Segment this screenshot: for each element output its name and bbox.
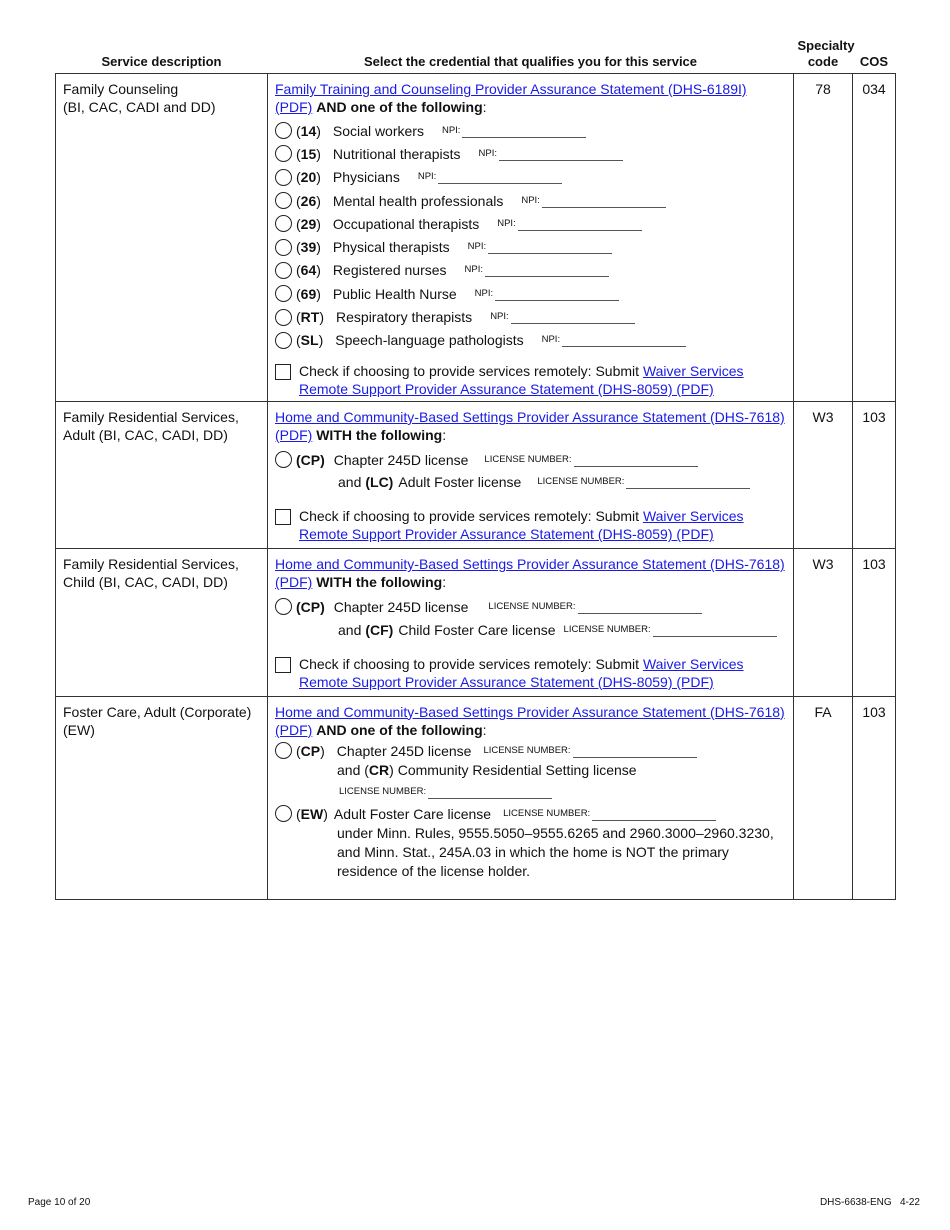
license-number-input[interactable]	[573, 744, 697, 758]
npi-input[interactable]	[438, 170, 562, 184]
colon: :	[482, 721, 487, 738]
table-row	[56, 74, 896, 402]
npi-input[interactable]	[462, 124, 586, 138]
option-label: Mental health professionals	[332, 192, 504, 209]
remote-checkbox[interactable]	[275, 509, 291, 525]
license-number-input[interactable]	[592, 807, 716, 821]
remote-option	[275, 507, 786, 543]
colon: :	[442, 574, 447, 591]
paren-close: )	[316, 169, 321, 186]
radio-button[interactable]	[275, 332, 292, 349]
paren-open: (	[296, 169, 301, 186]
and-text: and	[338, 621, 362, 638]
service-programs: (BI, CAC, CADI and DD)	[63, 99, 216, 115]
option-cr-line	[275, 761, 786, 780]
option-item	[275, 189, 786, 212]
npi-input[interactable]	[495, 287, 619, 301]
option-label: Physical therapists	[332, 239, 450, 256]
option-label: Chapter 245D license	[336, 742, 472, 759]
option-label: Occupational therapists	[332, 215, 480, 232]
field-label: NPI:	[521, 194, 540, 206]
table-header-row	[56, 38, 896, 74]
paren-close: )	[316, 192, 321, 209]
page-number: Page 10 of 20	[28, 1197, 91, 1208]
option-label: ) Community Residential Setting license	[389, 761, 637, 778]
remote-text: Check if choosing to provide services remotely: Submit	[299, 362, 643, 379]
radio-button[interactable]	[275, 215, 292, 232]
option-secondary	[275, 619, 786, 641]
field-label: NPI:	[541, 334, 561, 346]
option-code: 29	[300, 215, 317, 232]
option-label: Child Foster Care license	[398, 621, 556, 638]
option-code: 14	[300, 122, 317, 139]
field-label: NPI:	[490, 311, 509, 323]
colon: :	[482, 99, 487, 115]
license-number-input[interactable]	[428, 785, 552, 799]
condition-text: AND one of the following	[316, 99, 483, 115]
paren-open: (	[296, 805, 301, 822]
option-item	[275, 235, 786, 258]
option-code: CR	[368, 761, 390, 778]
and-text: and (	[337, 761, 369, 778]
field-label: LICENSE NUMBER:	[563, 623, 651, 635]
cos-code: 103	[853, 696, 896, 899]
ew-desc-line2: and Minn. Stat., 245A.03 in which the home is NOT the primary	[337, 843, 729, 860]
remote-option	[275, 655, 786, 691]
service-name: Family Residential Services,	[63, 408, 239, 425]
header-specialty-line2: code	[807, 54, 839, 69]
option-ew-description	[275, 824, 786, 881]
table-row	[56, 401, 896, 548]
remote-checkbox[interactable]	[275, 657, 291, 673]
paren-close: )	[316, 285, 321, 302]
condition-text: WITH the following	[316, 574, 443, 591]
option-item	[275, 305, 786, 328]
field-label: NPI:	[467, 241, 487, 253]
field-label: LICENSE NUMBER:	[488, 600, 576, 612]
option-cp	[275, 741, 786, 761]
header-service: Service description	[101, 54, 222, 69]
paren-close: )	[316, 122, 321, 139]
ew-desc-line3: residence of the license holder.	[337, 862, 531, 879]
paren-close: )	[316, 262, 321, 279]
option-code: 26	[300, 192, 317, 209]
field-label: NPI:	[478, 147, 498, 159]
paren-open: (	[296, 332, 301, 349]
header-cos: COS	[859, 54, 889, 69]
radio-button[interactable]	[275, 239, 292, 256]
option-code: (CP)	[296, 598, 325, 615]
paren-open: (	[296, 122, 301, 139]
option-item	[275, 142, 786, 165]
field-label: LICENSE NUMBER:	[339, 785, 427, 797]
service-programs: Adult (BI, CAC, CADI, DD)	[63, 426, 228, 443]
service-description	[56, 74, 268, 402]
option-cp	[275, 595, 786, 618]
remote-checkbox[interactable]	[275, 364, 291, 380]
specialty-code: W3	[794, 549, 853, 696]
option-code: CP	[300, 742, 321, 759]
paren-close: )	[316, 239, 321, 256]
option-label: Chapter 245D license	[333, 598, 469, 615]
paren-open: (	[296, 145, 301, 162]
field-label: NPI:	[464, 264, 484, 276]
credential-cell	[268, 401, 794, 548]
option-code: 20	[300, 169, 317, 186]
cos-code: 034	[853, 74, 896, 402]
option-code: 64	[300, 262, 317, 279]
license-number-input[interactable]	[653, 623, 777, 637]
ew-desc-line1: under Minn. Rules, 9555.5050–9555.6265 and 2960.3000–2960.3230,	[337, 824, 774, 841]
colon: :	[442, 426, 447, 443]
radio-button[interactable]	[275, 122, 292, 139]
radio-button[interactable]	[275, 451, 292, 468]
radio-button[interactable]	[275, 742, 292, 759]
service-name: Foster Care, Adult (Corporate)	[63, 703, 252, 720]
credential-cell	[268, 74, 794, 402]
field-label: LICENSE NUMBER:	[484, 453, 572, 465]
radio-button[interactable]	[275, 805, 292, 822]
header-specialty-line1: Specialty	[797, 38, 855, 53]
assurance-statement-link[interactable]: Home and Community-Based Settings Provider Assurance Statement (DHS-7618) (PDF)	[275, 703, 785, 738]
option-item	[275, 259, 786, 282]
service-description	[56, 401, 268, 548]
table-row	[56, 549, 896, 696]
option-label: Adult Foster license	[398, 474, 522, 491]
option-label: Public Health Nurse	[332, 285, 457, 302]
remote-text: Check if choosing to provide services remotely: Submit	[299, 655, 643, 672]
service-programs: Child (BI, CAC, CADI, DD)	[63, 574, 228, 591]
paren-open: (	[296, 742, 301, 759]
option-label: Social workers	[332, 122, 424, 139]
assurance-statement-link[interactable]: Home and Community-Based Settings Provider Assurance Statement (DHS-7618) (PDF)	[275, 408, 785, 443]
option-code: 69	[300, 285, 317, 302]
option-item	[275, 282, 786, 305]
remote-support-link[interactable]: Waiver Services Remote Support Provider Assurance Statement (DHS-8059) (PDF)	[299, 655, 744, 690]
service-description	[56, 549, 268, 696]
option-label: Physicians	[332, 169, 400, 186]
option-code: SL	[300, 332, 319, 349]
radio-button[interactable]	[275, 145, 292, 162]
radio-button[interactable]	[275, 285, 292, 302]
remote-support-link[interactable]: Waiver Services Remote Support Provider Assurance Statement (DHS-8059) (PDF)	[299, 362, 744, 397]
option-label: Nutritional therapists	[332, 145, 461, 162]
license-number-input[interactable]	[574, 453, 698, 467]
credential-cell	[268, 549, 794, 696]
option-list	[275, 119, 786, 352]
paren-open: (	[296, 239, 301, 256]
option-label: Speech-language pathologists	[335, 332, 524, 349]
table-row	[56, 696, 896, 899]
specialty-code: FA	[794, 696, 853, 899]
condition-text: AND one of the following	[316, 721, 483, 738]
field-label: LICENSE NUMBER:	[537, 476, 625, 488]
license-number-input[interactable]	[578, 600, 702, 614]
npi-input[interactable]	[488, 240, 612, 254]
specialty-code: W3	[794, 401, 853, 548]
paren-open: (	[296, 192, 301, 209]
npi-input[interactable]	[542, 194, 666, 208]
radio-button[interactable]	[275, 169, 292, 186]
paren-open: (	[296, 285, 301, 302]
paren-close: )	[318, 332, 324, 349]
remote-text: Check if choosing to provide services remotely: Submit	[299, 508, 643, 525]
field-label: LICENSE NUMBER:	[483, 744, 571, 756]
paren-open: (	[296, 309, 301, 326]
service-name: Family Counseling	[63, 81, 179, 97]
npi-input[interactable]	[485, 263, 609, 277]
option-code: RT	[300, 309, 320, 326]
credential-table	[55, 38, 896, 900]
cos-code: 103	[853, 549, 896, 696]
field-label: NPI:	[497, 217, 516, 229]
radio-button[interactable]	[275, 192, 292, 209]
specialty-code: 78	[794, 74, 853, 402]
field-label: NPI:	[441, 124, 461, 136]
form-id: DHS-6638-ENG 4-22	[819, 1197, 920, 1208]
assurance-statement-link[interactable]: Family Training and Counseling Provider Assurance Statement (DHS-6189I) (PDF)	[275, 81, 747, 115]
option-item	[275, 119, 786, 142]
paren-open: (	[296, 215, 301, 232]
remote-option	[275, 362, 786, 398]
assurance-statement-link[interactable]: Home and Community-Based Settings Provider Assurance Statement (DHS-7618) (PDF)	[275, 556, 785, 591]
service-name: Family Residential Services,	[63, 556, 239, 573]
cos-code: 103	[853, 401, 896, 548]
radio-button[interactable]	[275, 598, 292, 615]
option-item	[275, 166, 786, 189]
option-code: EW	[300, 805, 324, 822]
paren-close: )	[320, 742, 325, 759]
option-secondary	[275, 471, 786, 493]
paren-close: )	[316, 215, 321, 232]
option-label: Adult Foster Care license	[333, 805, 492, 822]
option-code: (LC)	[365, 474, 394, 491]
option-item	[275, 329, 786, 352]
header-credential: Select the credential that qualifies you for this service	[363, 54, 698, 69]
option-label: Chapter 245D license	[333, 451, 469, 468]
condition-text: WITH the following	[316, 426, 443, 443]
cr-license-field	[275, 780, 786, 804]
credential-cell	[268, 696, 794, 899]
field-label: LICENSE NUMBER:	[503, 807, 591, 819]
option-ew	[275, 804, 786, 824]
license-number-input[interactable]	[626, 475, 750, 489]
field-label: NPI:	[417, 171, 437, 183]
and-text: and	[338, 474, 362, 491]
paren-close: )	[323, 805, 328, 822]
option-cp	[275, 448, 786, 471]
option-code: (CP)	[296, 451, 325, 468]
radio-button[interactable]	[275, 309, 292, 326]
remote-support-link[interactable]: Waiver Services Remote Support Provider Assurance Statement (DHS-8059) (PDF)	[299, 508, 744, 543]
option-code: 15	[300, 145, 317, 162]
option-code: (CF)	[365, 621, 394, 638]
npi-input[interactable]	[499, 147, 623, 161]
header-specialty	[794, 38, 853, 74]
npi-input[interactable]	[518, 217, 642, 231]
npi-input[interactable]	[562, 333, 686, 347]
paren-close: )	[316, 145, 321, 162]
field-label: NPI:	[474, 287, 494, 299]
option-label: Registered nurses	[332, 262, 447, 279]
option-label: Respiratory therapists	[336, 309, 473, 326]
paren-close: )	[319, 309, 325, 326]
option-code: 39	[300, 239, 317, 256]
service-description	[56, 696, 268, 899]
option-item	[275, 212, 786, 235]
paren-open: (	[296, 262, 301, 279]
service-programs: (EW)	[63, 721, 95, 738]
radio-button[interactable]	[275, 262, 292, 279]
npi-input[interactable]	[511, 310, 635, 324]
